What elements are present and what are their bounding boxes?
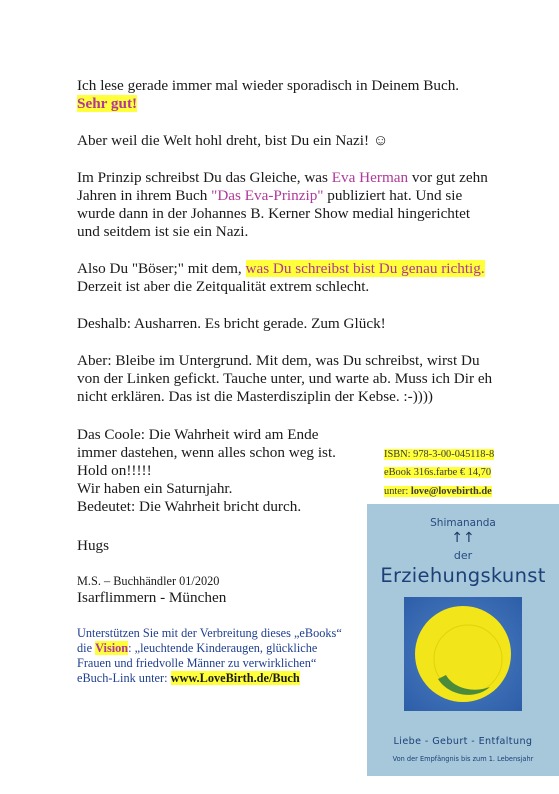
promo-line: die Vision: „leuchtende Kinderaugen, glückliche — [77, 641, 318, 655]
letter-line: Deshalb: Ausharren. Es bricht gerade. Zum Glück! — [77, 315, 386, 332]
letter-line: Also Du "Böser;" mit dem, was Du schreibst bist Du genau richtig. — [77, 260, 485, 277]
letter-line: Wir haben ein Saturnjahr. — [77, 480, 233, 497]
closing: Hugs — [77, 537, 110, 554]
letter-line: Hold on!!!!! — [77, 462, 152, 479]
vision-highlight: Vision — [95, 641, 129, 655]
promo-line: Frauen und friedvolle Männer zu verwirklichen“ — [77, 656, 317, 670]
letter-line: Jahren in ihrem Buch "Das Eva-Prinzip" publiziert hat. Und sie — [77, 187, 463, 204]
ebook-link[interactable]: www.LoveBirth.de/Buch — [170, 671, 300, 685]
up-arrows-icon: ↑↑ — [451, 530, 475, 546]
letter-line: Derzeit ist aber die Zeitqualität extrem schlecht. — [77, 278, 370, 295]
cover-artwork — [404, 597, 522, 711]
cover-der: der — [453, 549, 473, 562]
cover-title: Erziehungskunst — [380, 564, 546, 587]
cover-subtitle: Liebe - Geburt - Entfaltung — [393, 736, 533, 747]
book-title-eva-prinzip: "Das Eva-Prinzip" — [211, 187, 324, 204]
highlight-genau-richtig: was Du schreibst bist Du genau richtig. — [245, 260, 485, 277]
price-label: eBook 316s.farbe € 14,70 — [384, 467, 492, 478]
letter-line: und seitdem ist sie ein Nazi. — [77, 223, 249, 240]
letter-line: Im Prinzip schreibst Du das Gleiche, was Eva Herman vor gut zehn — [77, 169, 488, 186]
cover-subtitle-2: Von der Empfängnis bis zum 1. Lebensjahr — [392, 755, 534, 763]
letter-line: Aber: Bleibe im Untergrund. Mit dem, was Du schreibst, wirst Du — [77, 352, 480, 369]
cover-author: Shimananda — [430, 517, 496, 529]
promo-line: eBuch-Link unter: www.LoveBirth.de/Buch — [77, 671, 300, 685]
contact-label: unter: love@lovebirth.de — [384, 486, 492, 497]
promo-line: Unterstützen Sie mit der Verbreitung dieses „eBooks“ — [77, 626, 342, 640]
letter-line: nicht erklären. Das ist die Masterdisziplin der Kebse. :-)))) — [77, 388, 433, 405]
praise-highlight: Sehr gut! — [77, 95, 138, 112]
contact-email[interactable]: love@lovebirth.de — [410, 486, 492, 497]
place: Isarflimmern - München — [77, 589, 227, 606]
letter-line: Ich lese gerade immer mal wieder sporadisch in Deinem Buch. — [77, 77, 460, 94]
isbn-label: ISBN: 978-3-00-045118-8 — [384, 449, 495, 460]
letter-line: Das Coole: Die Wahrheit wird am Ende — [77, 426, 319, 443]
letter-line: immer dastehen, wenn alles schon weg ist. — [77, 444, 336, 461]
letter-line: Aber weil die Welt hohl dreht, bist Du ein Nazi! ☺ — [77, 132, 389, 149]
letter-line: von der Linken gefickt. Tauche unter, und warte ab. Muss ich Dir eh — [77, 370, 493, 387]
signature: M.S. – Buchhändler 01/2020 — [77, 574, 220, 588]
letter-line: Bedeutet: Die Wahrheit bricht durch. — [77, 498, 302, 515]
name-eva-herman: Eva Herman — [331, 169, 409, 186]
letter-line — [77, 95, 137, 113]
letter-line: wurde dann in der Johannes B. Kerner Show medial hingerichtet — [77, 205, 471, 222]
book-cover — [367, 504, 559, 776]
